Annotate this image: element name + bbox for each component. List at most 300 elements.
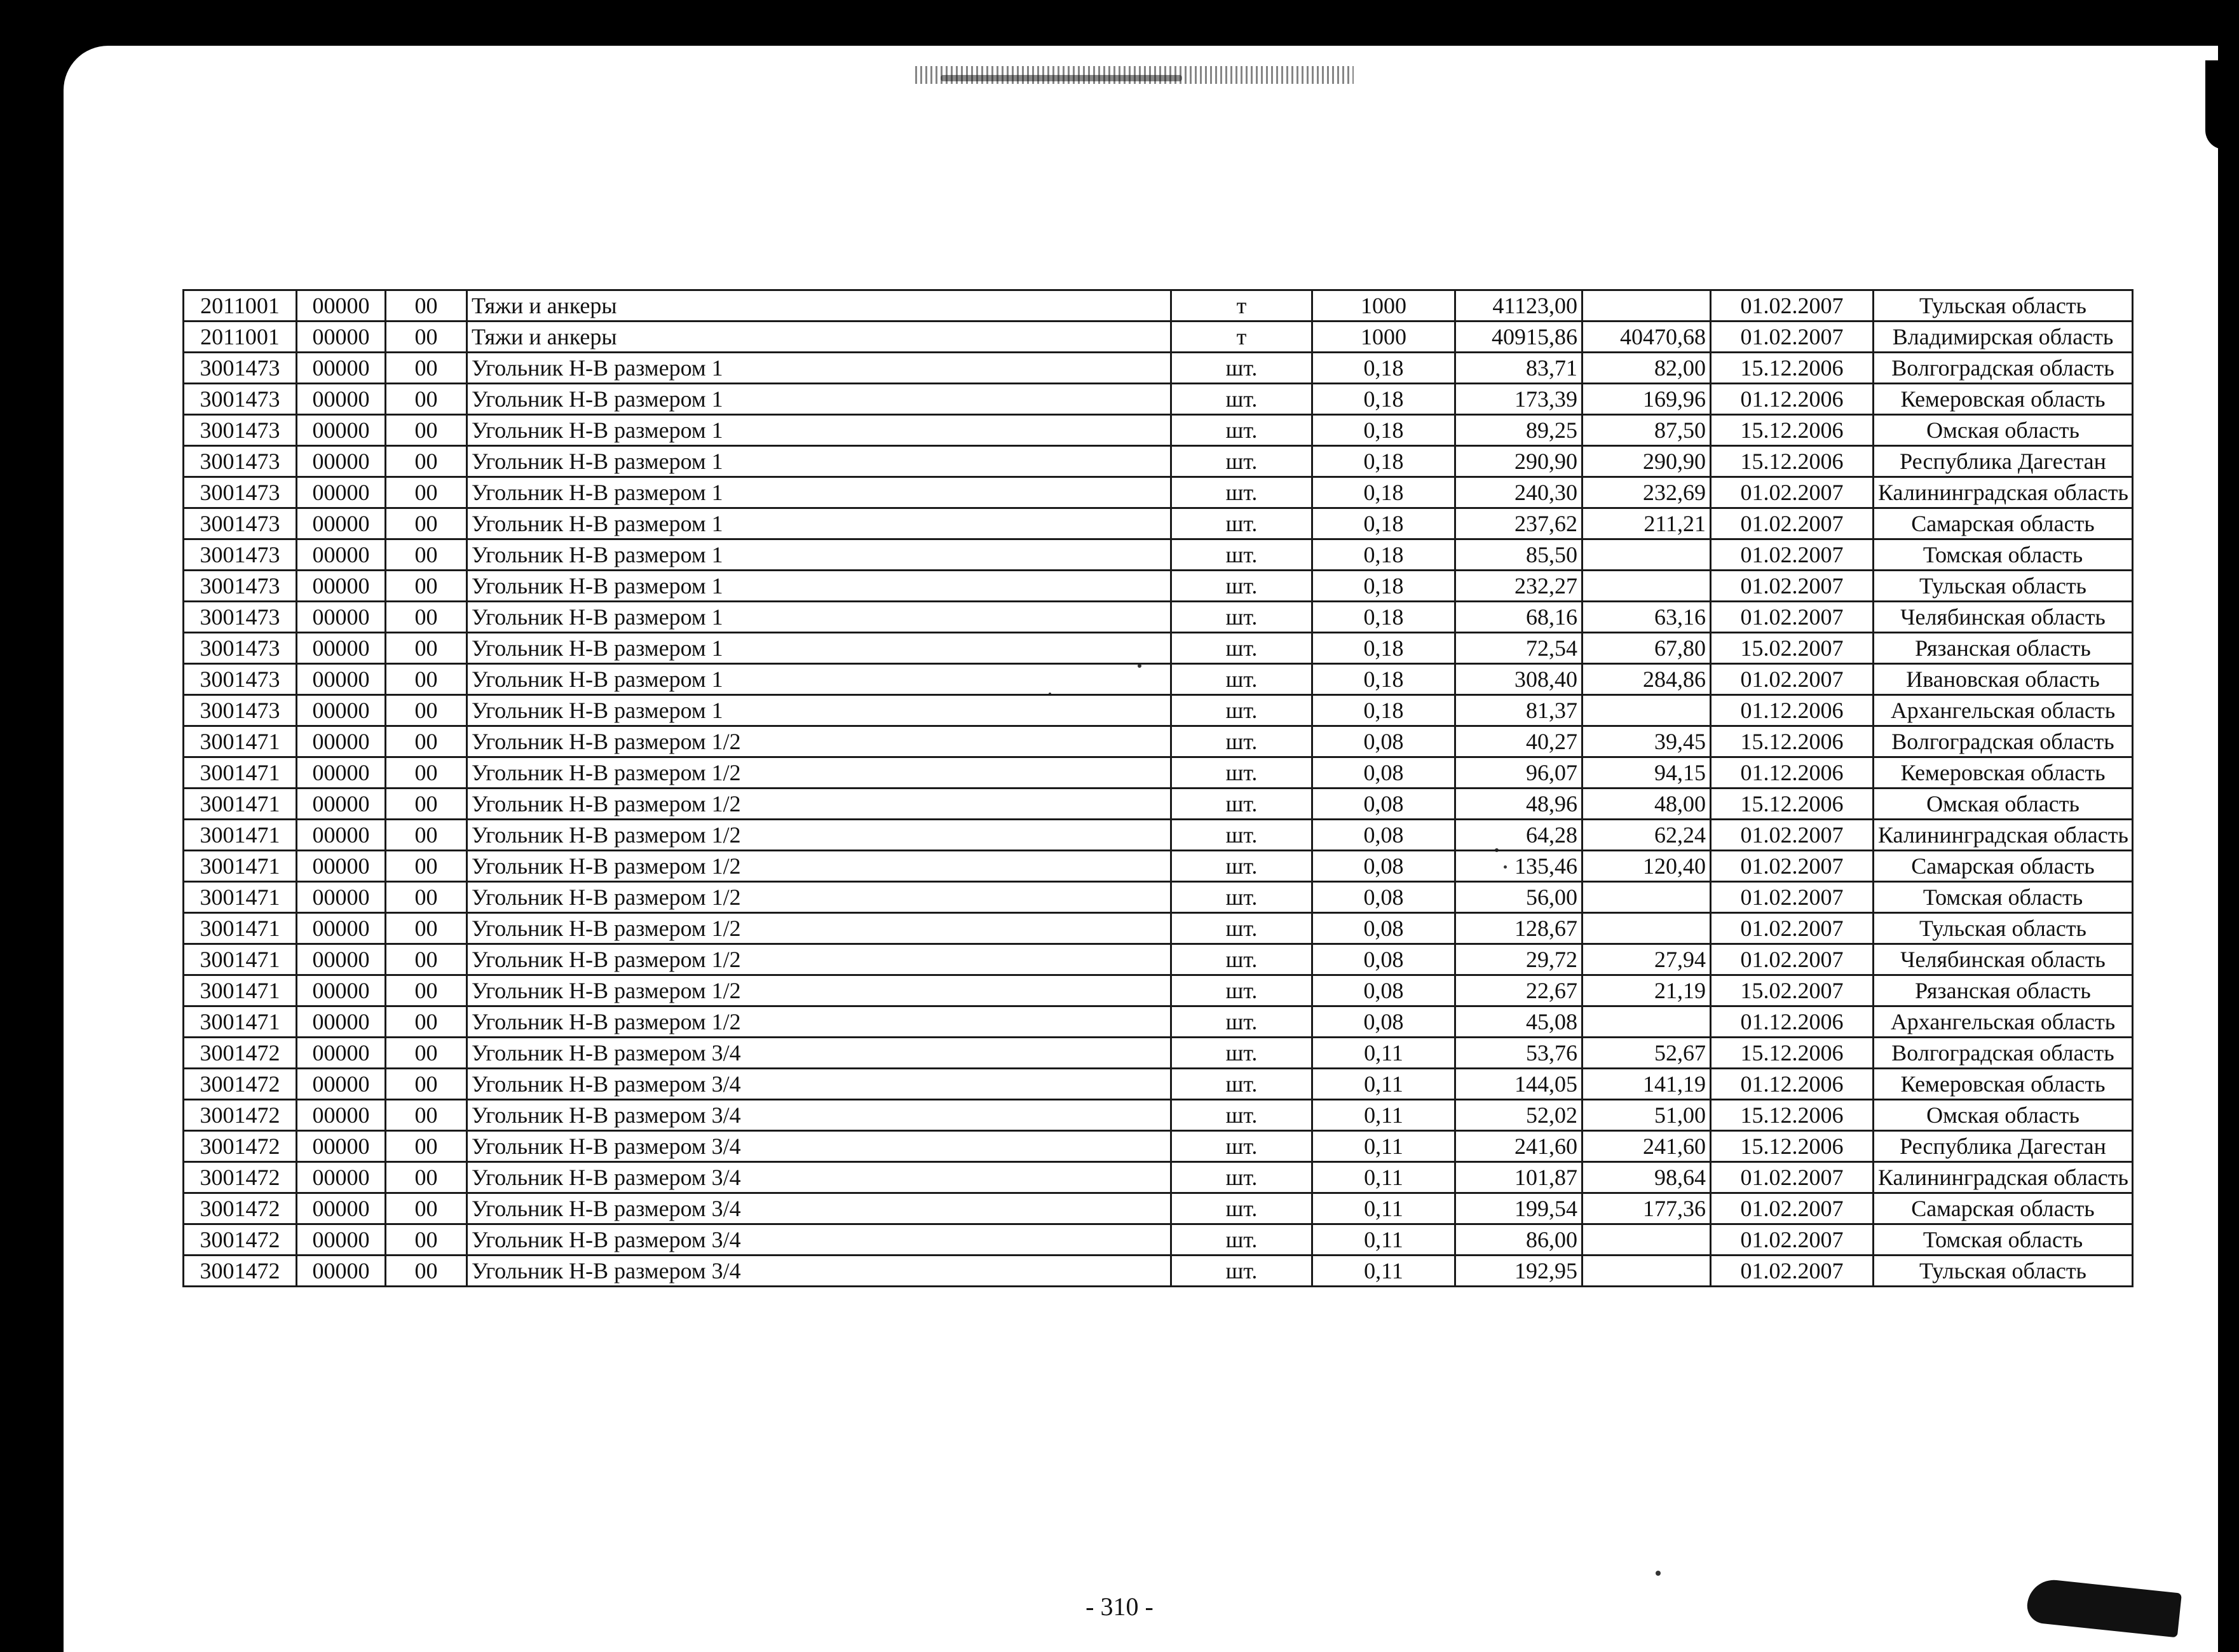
code-cell: 3001471 xyxy=(184,820,297,851)
region-cell: Республика Дагестан xyxy=(1874,1131,2133,1162)
price-cell: 40915,86 xyxy=(1455,322,1582,353)
unit-cell: шт. xyxy=(1171,633,1312,664)
item-name-cell: Угольник Н-В размером 1/2 xyxy=(467,975,1171,1006)
code-cell: 3001471 xyxy=(184,913,297,944)
item-name-cell: Угольник Н-В размером 1 xyxy=(467,539,1171,571)
item-name-cell: Угольник Н-В размером 1 xyxy=(467,415,1171,446)
price-alt-cell: 120,40 xyxy=(1582,851,1711,882)
table-row xyxy=(184,1131,2133,1162)
scan-artifact-top-bar xyxy=(941,75,1182,81)
suffix-cell: 00 xyxy=(386,539,467,571)
subcode-cell: 00000 xyxy=(297,820,386,851)
price-alt-cell: 21,19 xyxy=(1582,975,1711,1006)
unit-cell: шт. xyxy=(1171,975,1312,1006)
code-cell: 3001472 xyxy=(184,1038,297,1069)
weight-cell: 0,08 xyxy=(1312,975,1455,1006)
date-cell: 01.02.2007 xyxy=(1711,851,1874,882)
region-cell: Самарская область xyxy=(1874,1193,2133,1224)
price-alt-cell: 211,21 xyxy=(1582,508,1711,539)
price-alt-cell: 284,86 xyxy=(1582,664,1711,695)
suffix-cell: 00 xyxy=(386,820,467,851)
subcode-cell: 00000 xyxy=(297,290,386,322)
table-row xyxy=(184,633,2133,664)
date-cell: 01.02.2007 xyxy=(1711,1256,1874,1287)
table-row xyxy=(184,975,2133,1006)
unit-cell: шт. xyxy=(1171,1100,1312,1131)
unit-cell: шт. xyxy=(1171,1038,1312,1069)
table-row xyxy=(184,384,2133,415)
region-cell: Самарская область xyxy=(1874,508,2133,539)
subcode-cell: 00000 xyxy=(297,1100,386,1131)
code-cell: 3001471 xyxy=(184,882,297,913)
price-cell: 144,05 xyxy=(1455,1069,1582,1100)
date-cell: 01.02.2007 xyxy=(1711,539,1874,571)
code-cell: 3001473 xyxy=(184,633,297,664)
price-alt-cell: 51,00 xyxy=(1582,1100,1711,1131)
unit-cell: шт. xyxy=(1171,1069,1312,1100)
table-row xyxy=(184,695,2133,726)
code-cell: 3001472 xyxy=(184,1162,297,1193)
table-row xyxy=(184,1006,2133,1038)
price-alt-cell: 52,67 xyxy=(1582,1038,1711,1069)
item-name-cell: Угольник Н-В размером 1/2 xyxy=(467,913,1171,944)
price-cell: 192,95 xyxy=(1455,1256,1582,1287)
weight-cell: 0,18 xyxy=(1312,664,1455,695)
price-cell: 56,00 xyxy=(1455,882,1582,913)
weight-cell: 0,11 xyxy=(1312,1193,1455,1224)
unit-cell: шт. xyxy=(1171,353,1312,384)
item-name-cell: Угольник Н-В размером 3/4 xyxy=(467,1162,1171,1193)
suffix-cell: 00 xyxy=(386,1162,467,1193)
date-cell: 15.02.2007 xyxy=(1711,975,1874,1006)
table-row xyxy=(184,851,2133,882)
subcode-cell: 00000 xyxy=(297,1256,386,1287)
unit-cell: шт. xyxy=(1171,695,1312,726)
weight-cell: 0,11 xyxy=(1312,1224,1455,1256)
weight-cell: 0,08 xyxy=(1312,1006,1455,1038)
region-cell: Архангельская область xyxy=(1874,1006,2133,1038)
suffix-cell: 00 xyxy=(386,1006,467,1038)
item-name-cell: Угольник Н-В размером 1/2 xyxy=(467,726,1171,757)
price-cell: 240,30 xyxy=(1455,477,1582,508)
subcode-cell: 00000 xyxy=(297,415,386,446)
item-name-cell: Угольник Н-В размером 3/4 xyxy=(467,1256,1171,1287)
subcode-cell: 00000 xyxy=(297,571,386,602)
weight-cell: 0,11 xyxy=(1312,1100,1455,1131)
subcode-cell: 00000 xyxy=(297,353,386,384)
subcode-cell: 00000 xyxy=(297,322,386,353)
code-cell: 3001471 xyxy=(184,726,297,757)
date-cell: 01.02.2007 xyxy=(1711,290,1874,322)
region-cell: Самарская область xyxy=(1874,851,2133,882)
weight-cell: 0,18 xyxy=(1312,415,1455,446)
unit-cell: т xyxy=(1171,290,1312,322)
table-row xyxy=(184,508,2133,539)
price-cell: 237,62 xyxy=(1455,508,1582,539)
weight-cell: 0,08 xyxy=(1312,882,1455,913)
suffix-cell: 00 xyxy=(386,1224,467,1256)
table-row xyxy=(184,1193,2133,1224)
region-cell: Волгоградская область xyxy=(1874,726,2133,757)
suffix-cell: 00 xyxy=(386,664,467,695)
price-alt-cell xyxy=(1582,539,1711,571)
code-cell: 3001473 xyxy=(184,508,297,539)
item-name-cell: Угольник Н-В размером 1 xyxy=(467,633,1171,664)
item-name-cell: Тяжи и анкеры xyxy=(467,322,1171,353)
suffix-cell: 00 xyxy=(386,757,467,789)
unit-cell: шт. xyxy=(1171,726,1312,757)
subcode-cell: 00000 xyxy=(297,384,386,415)
item-name-cell: Угольник Н-В размером 1 xyxy=(467,384,1171,415)
weight-cell: 0,08 xyxy=(1312,726,1455,757)
table-row xyxy=(184,477,2133,508)
suffix-cell: 00 xyxy=(386,602,467,633)
region-cell: Калининградская область xyxy=(1874,477,2133,508)
item-name-cell: Угольник Н-В размером 3/4 xyxy=(467,1069,1171,1100)
subcode-cell: 00000 xyxy=(297,695,386,726)
item-name-cell: Угольник Н-В размером 1/2 xyxy=(467,820,1171,851)
weight-cell: 0,18 xyxy=(1312,508,1455,539)
code-cell: 3001472 xyxy=(184,1193,297,1224)
suffix-cell: 00 xyxy=(386,1193,467,1224)
subcode-cell: 00000 xyxy=(297,1038,386,1069)
table-row xyxy=(184,1038,2133,1069)
subcode-cell: 00000 xyxy=(297,1006,386,1038)
region-cell: Томская область xyxy=(1874,539,2133,571)
scan-speck xyxy=(1656,1571,1661,1576)
region-cell: Ивановская область xyxy=(1874,664,2133,695)
date-cell: 01.12.2006 xyxy=(1711,757,1874,789)
price-alt-cell xyxy=(1582,1224,1711,1256)
unit-cell: шт. xyxy=(1171,602,1312,633)
unit-cell: шт. xyxy=(1171,820,1312,851)
date-cell: 01.02.2007 xyxy=(1711,944,1874,975)
date-cell: 15.12.2006 xyxy=(1711,1131,1874,1162)
item-name-cell: Угольник Н-В размером 3/4 xyxy=(467,1224,1171,1256)
weight-cell: 0,08 xyxy=(1312,944,1455,975)
price-alt-cell: 177,36 xyxy=(1582,1193,1711,1224)
price-cell: 232,27 xyxy=(1455,571,1582,602)
subcode-cell: 00000 xyxy=(297,446,386,477)
subcode-cell: 00000 xyxy=(297,664,386,695)
suffix-cell: 00 xyxy=(386,633,467,664)
weight-cell: 0,18 xyxy=(1312,633,1455,664)
subcode-cell: 00000 xyxy=(297,913,386,944)
weight-cell: 0,11 xyxy=(1312,1131,1455,1162)
subcode-cell: 00000 xyxy=(297,757,386,789)
price-cell: 83,71 xyxy=(1455,353,1582,384)
unit-cell: шт. xyxy=(1171,477,1312,508)
date-cell: 01.12.2006 xyxy=(1711,1006,1874,1038)
table-row xyxy=(184,602,2133,633)
price-alt-cell: 62,24 xyxy=(1582,820,1711,851)
unit-cell: шт. xyxy=(1171,1193,1312,1224)
subcode-cell: 00000 xyxy=(297,851,386,882)
subcode-cell: 00000 xyxy=(297,602,386,633)
code-cell: 2011001 xyxy=(184,290,297,322)
table-row xyxy=(184,1224,2133,1256)
price-cell: 29,72 xyxy=(1455,944,1582,975)
subcode-cell: 00000 xyxy=(297,882,386,913)
suffix-cell: 00 xyxy=(386,477,467,508)
unit-cell: шт. xyxy=(1171,446,1312,477)
weight-cell: 0,08 xyxy=(1312,851,1455,882)
item-name-cell: Угольник Н-В размером 1/2 xyxy=(467,757,1171,789)
suffix-cell: 00 xyxy=(386,1038,467,1069)
item-name-cell: Угольник Н-В размером 3/4 xyxy=(467,1100,1171,1131)
subcode-cell: 00000 xyxy=(297,539,386,571)
date-cell: 01.02.2007 xyxy=(1711,1162,1874,1193)
region-cell: Рязанская область xyxy=(1874,633,2133,664)
code-cell: 3001472 xyxy=(184,1131,297,1162)
price-alt-cell: 40470,68 xyxy=(1582,322,1711,353)
region-cell: Архангельская область xyxy=(1874,695,2133,726)
table-row xyxy=(184,913,2133,944)
code-cell: 3001473 xyxy=(184,446,297,477)
price-alt-cell: 63,16 xyxy=(1582,602,1711,633)
price-cell: 173,39 xyxy=(1455,384,1582,415)
item-name-cell: Угольник Н-В размером 1/2 xyxy=(467,882,1171,913)
code-cell: 3001473 xyxy=(184,539,297,571)
region-cell: Томская область xyxy=(1874,882,2133,913)
weight-cell: 0,18 xyxy=(1312,384,1455,415)
code-cell: 3001473 xyxy=(184,384,297,415)
subcode-cell: 00000 xyxy=(297,726,386,757)
weight-cell: 0,18 xyxy=(1312,539,1455,571)
weight-cell: 0,08 xyxy=(1312,913,1455,944)
code-cell: 3001473 xyxy=(184,477,297,508)
unit-cell: т xyxy=(1171,322,1312,353)
item-name-cell: Угольник Н-В размером 3/4 xyxy=(467,1038,1171,1069)
price-cell: 81,37 xyxy=(1455,695,1582,726)
date-cell: 01.02.2007 xyxy=(1711,1193,1874,1224)
item-name-cell: Угольник Н-В размером 1 xyxy=(467,353,1171,384)
code-cell: 3001472 xyxy=(184,1100,297,1131)
table-row xyxy=(184,290,2133,322)
subcode-cell: 00000 xyxy=(297,1162,386,1193)
suffix-cell: 00 xyxy=(386,1069,467,1100)
date-cell: 01.02.2007 xyxy=(1711,1224,1874,1256)
table-row xyxy=(184,322,2133,353)
region-cell: Тульская область xyxy=(1874,571,2133,602)
date-cell: 15.12.2006 xyxy=(1711,415,1874,446)
price-alt-cell: 39,45 xyxy=(1582,726,1711,757)
price-cell: 128,67 xyxy=(1455,913,1582,944)
region-cell: Рязанская область xyxy=(1874,975,2133,1006)
unit-cell: шт. xyxy=(1171,415,1312,446)
item-name-cell: Угольник Н-В размером 3/4 xyxy=(467,1193,1171,1224)
subcode-cell: 00000 xyxy=(297,508,386,539)
unit-cell: шт. xyxy=(1171,882,1312,913)
date-cell: 01.02.2007 xyxy=(1711,882,1874,913)
price-cell: 41123,00 xyxy=(1455,290,1582,322)
price-alt-cell: 141,19 xyxy=(1582,1069,1711,1100)
unit-cell: шт. xyxy=(1171,508,1312,539)
suffix-cell: 00 xyxy=(386,975,467,1006)
date-cell: 15.12.2006 xyxy=(1711,1038,1874,1069)
scan-edge-right xyxy=(2218,0,2239,1652)
price-alt-cell: 82,00 xyxy=(1582,353,1711,384)
suffix-cell: 00 xyxy=(386,1131,467,1162)
date-cell: 15.12.2006 xyxy=(1711,446,1874,477)
price-alt-cell: 94,15 xyxy=(1582,757,1711,789)
price-cell: 52,02 xyxy=(1455,1100,1582,1131)
price-alt-cell xyxy=(1582,290,1711,322)
price-alt-cell: 67,80 xyxy=(1582,633,1711,664)
date-cell: 15.02.2007 xyxy=(1711,633,1874,664)
region-cell: Омская область xyxy=(1874,1100,2133,1131)
price-alt-cell xyxy=(1582,913,1711,944)
weight-cell: 1000 xyxy=(1312,290,1455,322)
code-cell: 3001471 xyxy=(184,944,297,975)
subcode-cell: 00000 xyxy=(297,477,386,508)
suffix-cell: 00 xyxy=(386,726,467,757)
code-cell: 3001471 xyxy=(184,789,297,820)
table-row xyxy=(184,446,2133,477)
table-row xyxy=(184,789,2133,820)
date-cell: 01.02.2007 xyxy=(1711,913,1874,944)
price-alt-cell: 241,60 xyxy=(1582,1131,1711,1162)
date-cell: 01.02.2007 xyxy=(1711,664,1874,695)
code-cell: 3001472 xyxy=(184,1069,297,1100)
price-alt-cell: 290,90 xyxy=(1582,446,1711,477)
suffix-cell: 00 xyxy=(386,1100,467,1131)
unit-cell: шт. xyxy=(1171,944,1312,975)
code-cell: 3001473 xyxy=(184,571,297,602)
weight-cell: 0,18 xyxy=(1312,353,1455,384)
subcode-cell: 00000 xyxy=(297,1193,386,1224)
suffix-cell: 00 xyxy=(386,695,467,726)
price-cell: 86,00 xyxy=(1455,1224,1582,1256)
table-row xyxy=(184,757,2133,789)
price-cell: 241,60 xyxy=(1455,1131,1582,1162)
price-cell: 135,46 xyxy=(1455,851,1582,882)
weight-cell: 0,11 xyxy=(1312,1256,1455,1287)
table-row xyxy=(184,726,2133,757)
subcode-cell: 00000 xyxy=(297,1224,386,1256)
table-row xyxy=(184,1100,2133,1131)
item-name-cell: Угольник Н-В размером 1/2 xyxy=(467,1006,1171,1038)
suffix-cell: 00 xyxy=(386,290,467,322)
price-cell: 22,67 xyxy=(1455,975,1582,1006)
code-cell: 3001472 xyxy=(184,1256,297,1287)
suffix-cell: 00 xyxy=(386,571,467,602)
table-row xyxy=(184,1256,2133,1287)
code-cell: 3001471 xyxy=(184,851,297,882)
unit-cell: шт. xyxy=(1171,789,1312,820)
date-cell: 15.12.2006 xyxy=(1711,789,1874,820)
price-cell: 308,40 xyxy=(1455,664,1582,695)
item-name-cell: Угольник Н-В размером 3/4 xyxy=(467,1131,1171,1162)
region-cell: Челябинская область xyxy=(1874,944,2133,975)
suffix-cell: 00 xyxy=(386,508,467,539)
price-table-body xyxy=(184,290,2133,1287)
table-row xyxy=(184,353,2133,384)
table-row xyxy=(184,664,2133,695)
region-cell: Тульская область xyxy=(1874,290,2133,322)
unit-cell: шт. xyxy=(1171,1006,1312,1038)
code-cell: 3001473 xyxy=(184,602,297,633)
table-row xyxy=(184,820,2133,851)
price-alt-cell: 48,00 xyxy=(1582,789,1711,820)
date-cell: 01.02.2007 xyxy=(1711,322,1874,353)
region-cell: Владимирская область xyxy=(1874,322,2133,353)
weight-cell: 0,18 xyxy=(1312,571,1455,602)
unit-cell: шт. xyxy=(1171,539,1312,571)
subcode-cell: 00000 xyxy=(297,975,386,1006)
code-cell: 3001472 xyxy=(184,1224,297,1256)
suffix-cell: 00 xyxy=(386,882,467,913)
price-cell: 45,08 xyxy=(1455,1006,1582,1038)
page-number: - 310 - xyxy=(1085,1592,1154,1621)
region-cell: Тульская область xyxy=(1874,913,2133,944)
weight-cell: 0,08 xyxy=(1312,820,1455,851)
unit-cell: шт. xyxy=(1171,851,1312,882)
item-name-cell: Угольник Н-В размером 1 xyxy=(467,695,1171,726)
region-cell: Кемеровская область xyxy=(1874,1069,2133,1100)
weight-cell: 0,08 xyxy=(1312,757,1455,789)
region-cell: Кемеровская область xyxy=(1874,384,2133,415)
price-alt-cell: 87,50 xyxy=(1582,415,1711,446)
table-row xyxy=(184,944,2133,975)
price-alt-cell: 232,69 xyxy=(1582,477,1711,508)
item-name-cell: Угольник Н-В размером 1/2 xyxy=(467,789,1171,820)
date-cell: 01.12.2006 xyxy=(1711,384,1874,415)
code-cell: 3001471 xyxy=(184,1006,297,1038)
region-cell: Республика Дагестан xyxy=(1874,446,2133,477)
code-cell: 3001471 xyxy=(184,757,297,789)
item-name-cell: Угольник Н-В размером 1 xyxy=(467,664,1171,695)
weight-cell: 0,18 xyxy=(1312,477,1455,508)
region-cell: Томская область xyxy=(1874,1224,2133,1256)
price-cell: 199,54 xyxy=(1455,1193,1582,1224)
price-cell: 72,54 xyxy=(1455,633,1582,664)
unit-cell: шт. xyxy=(1171,1224,1312,1256)
date-cell: 01.02.2007 xyxy=(1711,508,1874,539)
code-cell: 3001473 xyxy=(184,695,297,726)
date-cell: 15.12.2006 xyxy=(1711,1100,1874,1131)
unit-cell: шт. xyxy=(1171,913,1312,944)
suffix-cell: 00 xyxy=(386,1256,467,1287)
code-cell: 2011001 xyxy=(184,322,297,353)
weight-cell: 0,11 xyxy=(1312,1162,1455,1193)
date-cell: 01.02.2007 xyxy=(1711,602,1874,633)
suffix-cell: 00 xyxy=(386,415,467,446)
table-row xyxy=(184,1069,2133,1100)
weight-cell: 0,11 xyxy=(1312,1069,1455,1100)
table-row xyxy=(184,1162,2133,1193)
date-cell: 15.12.2006 xyxy=(1711,726,1874,757)
price-cell: 48,96 xyxy=(1455,789,1582,820)
region-cell: Калининградская область xyxy=(1874,1162,2133,1193)
region-cell: Тульская область xyxy=(1874,1256,2133,1287)
date-cell: 15.12.2006 xyxy=(1711,353,1874,384)
price-cell: 85,50 xyxy=(1455,539,1582,571)
code-cell: 3001473 xyxy=(184,664,297,695)
subcode-cell: 00000 xyxy=(297,1069,386,1100)
date-cell: 01.02.2007 xyxy=(1711,477,1874,508)
suffix-cell: 00 xyxy=(386,446,467,477)
weight-cell: 0,18 xyxy=(1312,446,1455,477)
suffix-cell: 00 xyxy=(386,353,467,384)
subcode-cell: 00000 xyxy=(297,944,386,975)
code-cell: 3001471 xyxy=(184,975,297,1006)
price-cell: 290,90 xyxy=(1455,446,1582,477)
suffix-cell: 00 xyxy=(386,944,467,975)
price-alt-cell xyxy=(1582,695,1711,726)
price-alt-cell xyxy=(1582,571,1711,602)
price-table xyxy=(182,289,2134,1287)
